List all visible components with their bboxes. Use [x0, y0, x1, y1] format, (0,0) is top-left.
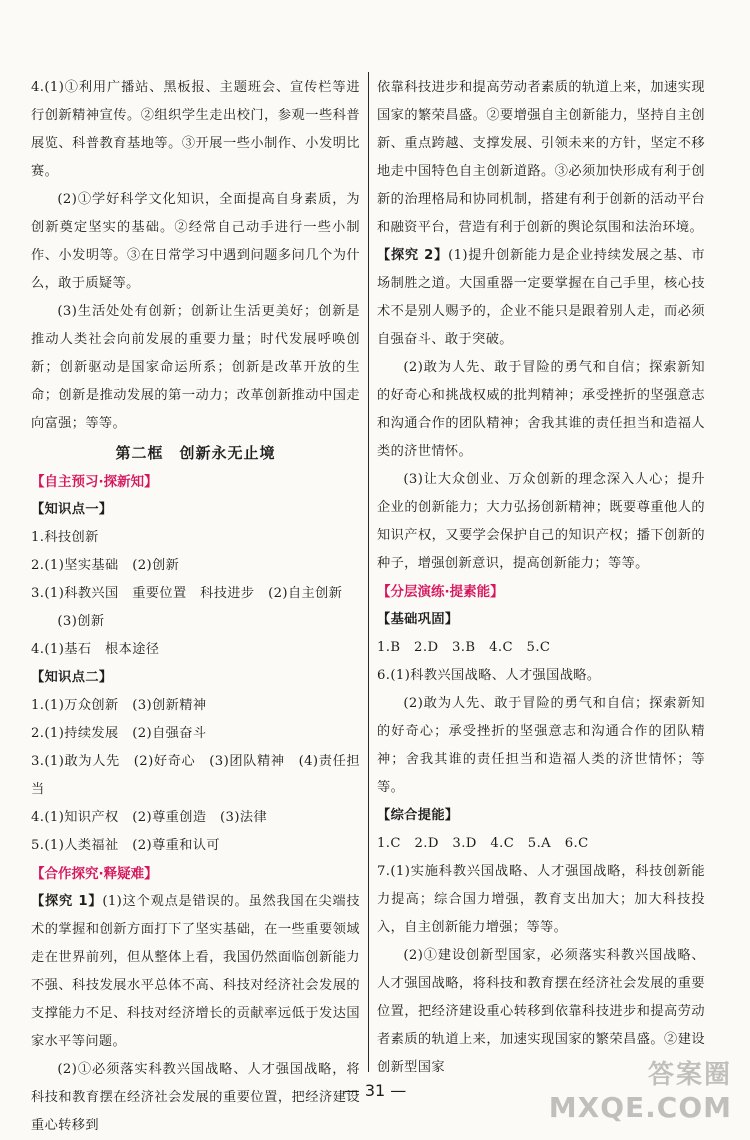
kp1-item: (3)创新 — [57, 614, 105, 629]
question-6-part-2: (2)敢为人先、敢于冒险的勇气和自信；探索新知的好奇心；承受挫折的坚强意志和沟通合作的团队精神；舍我其谁的责任担当和造福人类的济世情怀；等等。 — [377, 696, 705, 795]
right-column — [377, 74, 705, 1082]
explore-2-part-3: (3)让大众创业、万众创新的理念深入人心；提升企业的创新能力；大力弘扬创新精神；既要尊重他人的知识产权，又要学会保护自己的知识产权；播下创新的种子，增强创新意识，提高创新能力；等等。 — [377, 472, 705, 571]
explore-2-paragraph — [377, 242, 705, 354]
answer-4-part-1: 4.(1)①利用广播站、黑板报、主题班会、宣传栏等进行创新精神宣传。②组织学生走出校门，参观一些科普展览、科普教育基地等。③开展一些小制作、小发明比赛。 — [31, 80, 360, 179]
explore-1-label: 【探究 1】 — [31, 894, 103, 909]
watermark-top: 答案圈 — [647, 1060, 732, 1090]
kp2-item: 5.(1)人类福祉 (2)尊重和认可 — [31, 838, 221, 853]
answer-4-part-2: (2)①学好科学文化知识，全面提高自身素质，为创新奠定坚实的基础。②经常自己动手进行一些小制作、小发明等。③在日常学习中遇到问题多问几个为什么，敢于质疑等。 — [31, 192, 360, 291]
kp1-item: 1.科技创新 — [31, 530, 99, 545]
question-7-part-1: 7.(1)实施科教兴国战略、人才强国战略，科技创新能力提高；综合国力增强，教育支出加大；加大科技投入，自主创新能力增强；等等。 — [377, 864, 705, 935]
explore-1-text: (1)这个观点是错误的。虽然我国在尖端技术的掌握和创新方面打下了坚实基础，在一些重要领域走在世界前列，但从整体上看，我国仍然面临创新能力不强、科技发展水平总体不高、科技对经济社会发展的支撑能力不足、科技对经济增长的贡献率远低于发达国家水平等问题。 — [31, 894, 360, 1049]
kp1-item: 4.(1)基石 根本途径 — [31, 642, 160, 657]
basic-answers: 1.B 2.D 3.B 4.C 5.C — [377, 640, 551, 655]
section-title: 第二框 创新永无止境 — [115, 444, 276, 462]
kp2-item: 4.(1)知识产权 (2)尊重创造 (3)法律 — [31, 810, 268, 825]
knowledge-point-2-label: 【知识点二】 — [31, 670, 113, 685]
explore-2-text: (1)提升创新能力是企业持续发展之基、市场制胜之道。大国重器一定要掌握在自己手里，核心技术不是别人赐予的，企业不能只是跟着别人走，而必须自强奋斗、敢于突破。 — [377, 248, 705, 347]
explore-2-label: 【探究 2】 — [377, 248, 449, 263]
answer-4-part-3: (3)生活处处有创新；创新让生活更美好；创新是推动人类社会向前发展的重要力量；时代发展呼唤创新；创新驱动是国家命运所系；创新是改革开放的生命；创新是推动发展的第一动力；改革创新推动中国走向富强；等等。 — [31, 304, 360, 431]
section-tag-explore: 【合作探究·释疑难】 — [31, 866, 158, 882]
comprehensive-label: 【综合提能】 — [377, 808, 459, 823]
basic-consolidation-label: 【基础巩固】 — [377, 612, 459, 627]
explore-1-part-2: (2)①必须落实科教兴国战略、人才强国战略，将科技和教育摆在经济社会发展的重要位置，把经济建设重心转移到 — [31, 1062, 360, 1133]
explore-1-paragraph — [31, 888, 360, 1056]
kp2-item: 1.(1)万众创新 (3)创新精神 — [31, 698, 207, 713]
knowledge-point-1-label: 【知识点一】 — [31, 502, 113, 517]
column-divider — [368, 72, 369, 1072]
left-column — [31, 74, 360, 1140]
section-tag-practice: 【分层演练·提素能】 — [377, 584, 504, 600]
kp2-item: 2.(1)持续发展 (2)自强奋斗 — [31, 726, 207, 741]
question-7-part-2: (2)①建设创新型国家，必须落实科教兴国战略、人才强国战略，将科技和教育摆在经济社会发展的重要位置，把经济建设重心转移到依靠科技进步和提高劳动者素质的轨道上来，加速实现国家的繁荣昌盛。②建设创新型国家 — [377, 948, 705, 1075]
explore-2-part-2: (2)敢为人先、敢于冒险的勇气和自信；探索新知的好奇心和挑战权威的批判精神；承受挫折的坚强意志和沟通合作的团队精神；舍我其谁的责任担当和造福人类的济世情怀。 — [377, 360, 705, 459]
question-6-part-1: 6.(1)科教兴国战略、人才强国战略。 — [377, 668, 601, 683]
kp1-item: 3.(1)科教兴国 重要位置 科技进步 (2)自主创新 — [31, 586, 343, 601]
page-number: — 31 — — [343, 1081, 407, 1100]
watermark-bottom: MXQE.COM — [548, 1091, 732, 1124]
kp1-item: 2.(1)坚实基础 (2)创新 — [31, 558, 180, 573]
explore-1-continued: 依靠科技进步和提高劳动者素质的轨道上来，加速实现国家的繁荣昌盛。②要增强自主创新能力，坚持自主创新、重点跨越、支撑发展、引领未来的方针，坚定不移地走中国特色自主创新道路。③必须加快形成有利于创新的治理格局和协同机制，搭建有利于创新的活动平台和融资平台，营造有利于创新的舆论氛围和法治环境。 — [377, 80, 705, 235]
comprehensive-answers: 1.C 2.D 3.D 4.C 5.A 6.C — [377, 836, 589, 851]
kp2-item: 3.(1)敢为人先 (2)好奇心 (3)团队精神 (4)责任担当 — [31, 754, 360, 797]
watermark-logo — [549, 1054, 732, 1124]
section-tag-preview: 【自主预习·探新知】 — [31, 474, 158, 490]
